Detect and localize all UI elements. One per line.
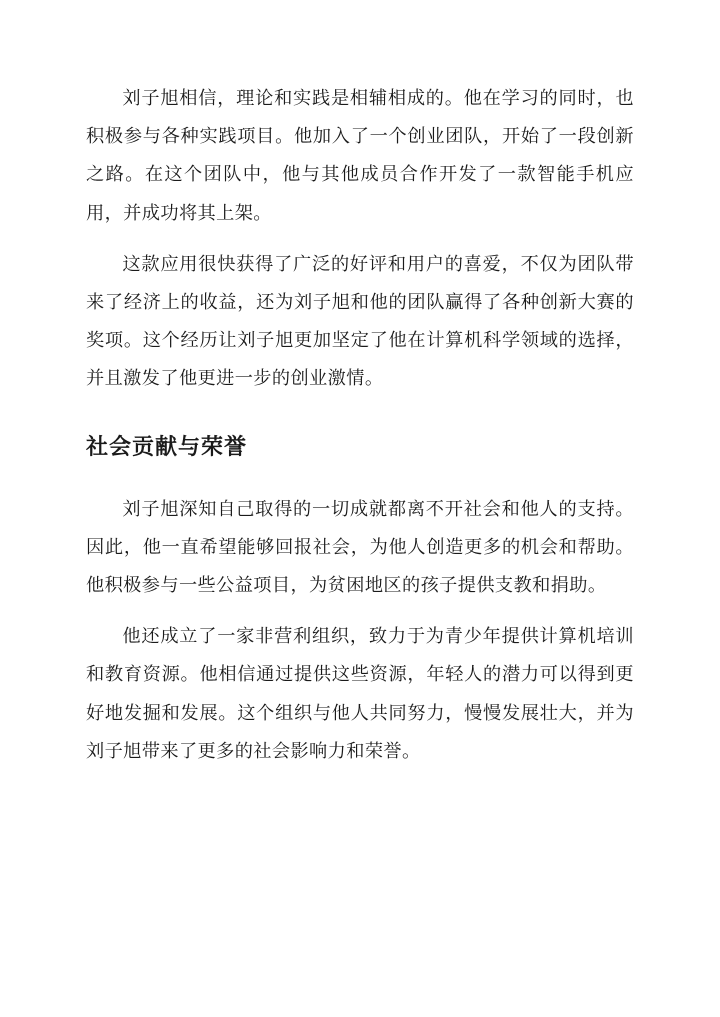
paragraph-giving-back: 刘子旭深知自己取得的一切成就都离不开社会和他人的支持。因此，他一直希望能够回报社会，为他人创造更多的机会和帮助。他积极参与一些公益项目，为贫困地区的孩子提供支教和捐助。 (86, 498, 634, 597)
paragraph-app-success: 这款应用很快获得了广泛的好评和用户的喜爱，不仅为团队带来了经济上的收益，还为刘子旭和他的团队赢得了各种创新大赛的奖项。这个经历让刘子旭更加坚定了他在计算机科学领域的选择，并且激发了他更进一步的创业激情。 (86, 253, 634, 390)
document-page (86, 80, 634, 771)
paragraph-nonprofit: 他还成立了一家非营利组织，致力于为青少年提供计算机培训和教育资源。他相信通过提供这些资源，年轻人的潜力可以得到更好地发掘和发展。这个组织与他人共同努力，慢慢发展壮大，并为刘子旭带来了更多的社会影响力和荣誉。 (86, 626, 634, 762)
paragraph-theory-practice: 刘子旭相信，理论和实践是相辅相成的。他在学习的同时，也积极参与各种实践项目。他加入了一个创业团队，开始了一段创新之路。在这个团队中，他与其他成员合作开发了一款智能手机应用，并成功将其上架。 (86, 88, 634, 224)
section-heading: 社会贡献与荣誉 (86, 433, 248, 460)
